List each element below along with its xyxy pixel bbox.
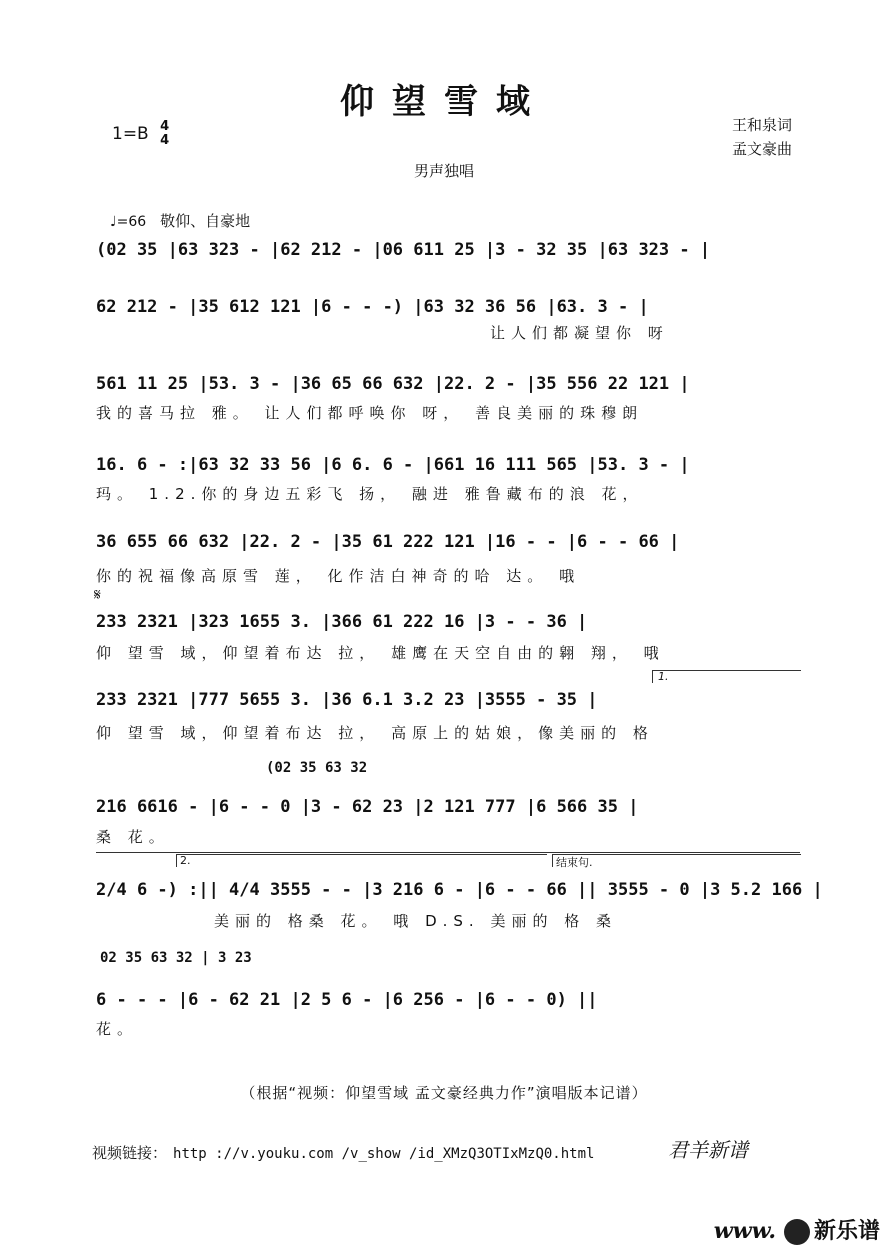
tempo-bpm: ♩=66 — [110, 214, 147, 230]
system-5-lyrics: 你的祝福像高原雪 莲， 化作洁白神奇的哈 达。 哦 — [96, 567, 581, 585]
system-3-notes: 561 11 25 |53. 3 - |36 65 66 632 |22. 2 - |35 556 22 121 | — [96, 374, 690, 394]
system-7-lyrics: 仰 望雪 域，仰望着布达 拉， 高原上的姑娘，像美丽的 格 — [96, 724, 654, 742]
volta-2-label: 2. — [180, 854, 191, 867]
transcription-note: （根据“视频：仰望雪域 孟文豪经典力作”演唱版本记谱） — [240, 1084, 648, 1102]
song-title: 仰望雪域 — [340, 82, 548, 122]
system-6-lyrics: 仰 望雪 域，仰望着布达 拉， 雄鹰在天空自由的翱 翔， 哦 — [96, 644, 665, 662]
system-7-notes: 233 2321 |777 5655 3. |36 6.1 3.2 23 |3555 - 35 | — [96, 690, 598, 710]
time-sig-top: 4 — [160, 119, 170, 134]
system-6-notes: 233 2321 |323 1655 3. |366 61 222 16 |3 - - 36 | — [96, 612, 588, 632]
video-link-label: 视频链接： — [92, 1144, 168, 1162]
system-8-lyrics: 桑 花。 — [96, 828, 170, 846]
system-10-notes: 6 - - - |6 - 62 21 |2 5 6 - |6 256 - |6 - - 0) || — [96, 990, 598, 1010]
volta-2-bracket — [176, 854, 547, 867]
volta-1-bracket — [652, 670, 801, 683]
time-sig-bottom: 4 — [160, 133, 170, 148]
watermark — [714, 1214, 880, 1245]
time-signature — [160, 120, 169, 148]
tempo-marking — [110, 210, 250, 231]
key-signature — [112, 120, 169, 148]
lyricist: 王和泉词 — [731, 116, 792, 134]
system-2-notes: 62 212 - |35 612 121 |6 - - -) |63 32 36 56 |63. 3 - | — [96, 297, 649, 317]
system-1-notes: (02 35 |63 323 - |62 212 - |06 611 25 |3 - 32 35 |63 323 - | — [96, 240, 711, 260]
system-3-lyrics: 我的喜马拉 雅。 让人们都呼唤你 呀， 善良美丽的珠穆朗 — [96, 404, 644, 422]
system-9-notes: 2/4 6 -) :|| 4/4 3555 - - |3 216 6 - |6 - - 66 || 3555 - 0 |3 5.2 166 | — [96, 880, 823, 900]
volta-1-label: 1. — [658, 670, 669, 683]
key-label: 1=B — [112, 124, 149, 144]
system-10-lyrics: 花。 — [96, 1020, 139, 1038]
staff-divider — [96, 852, 800, 853]
system-5-notes: 36 655 66 632 |22. 2 - |35 61 222 121 |16 - - |6 - - 66 | — [96, 532, 680, 552]
segno-sign: 𝄋 — [94, 585, 101, 604]
system-2-lyrics: 让人们都凝望你 呀 — [490, 324, 669, 342]
ending-label: 结束句. — [556, 856, 593, 869]
system-4-notes: 16. 6 - :|63 32 33 56 |6 6. 6 - |661 16 111 565 |53. 3 - | — [96, 455, 690, 475]
cue-notes-2: 02 35 63 32 | 3 23 — [100, 950, 252, 966]
system-8-notes: 216 6616 - |6 - - 0 |3 - 62 23 |2 121 777 |6 566 35 | — [96, 797, 639, 817]
system-9-lyrics: 美丽的 格桑 花。 哦 D.S. 美丽的 格 桑 — [214, 912, 617, 930]
transcriber-signature: 君羊新谱 — [668, 1138, 748, 1162]
video-link-url[interactable]: http ://v.youku.com /v_show /id_XMzQ3OTIxMzQ0.html — [173, 1146, 595, 1162]
cue-notes-1: (02 35 63 32 — [266, 760, 368, 776]
tempo-expression: 敬仰、自豪地 — [160, 212, 251, 230]
watermark-prefix: www. — [713, 1218, 776, 1244]
composer: 孟文豪曲 — [731, 140, 792, 158]
performer: 男声独唱 — [413, 162, 474, 180]
watermark-brand: 新乐谱 — [813, 1219, 880, 1244]
disc-icon — [784, 1219, 810, 1245]
credits — [732, 113, 792, 161]
video-link — [92, 1142, 594, 1163]
system-4-lyrics: 玛。 1.2.你的身边五彩飞 扬， 融进 雅鲁藏布的浪 花， — [96, 485, 644, 503]
